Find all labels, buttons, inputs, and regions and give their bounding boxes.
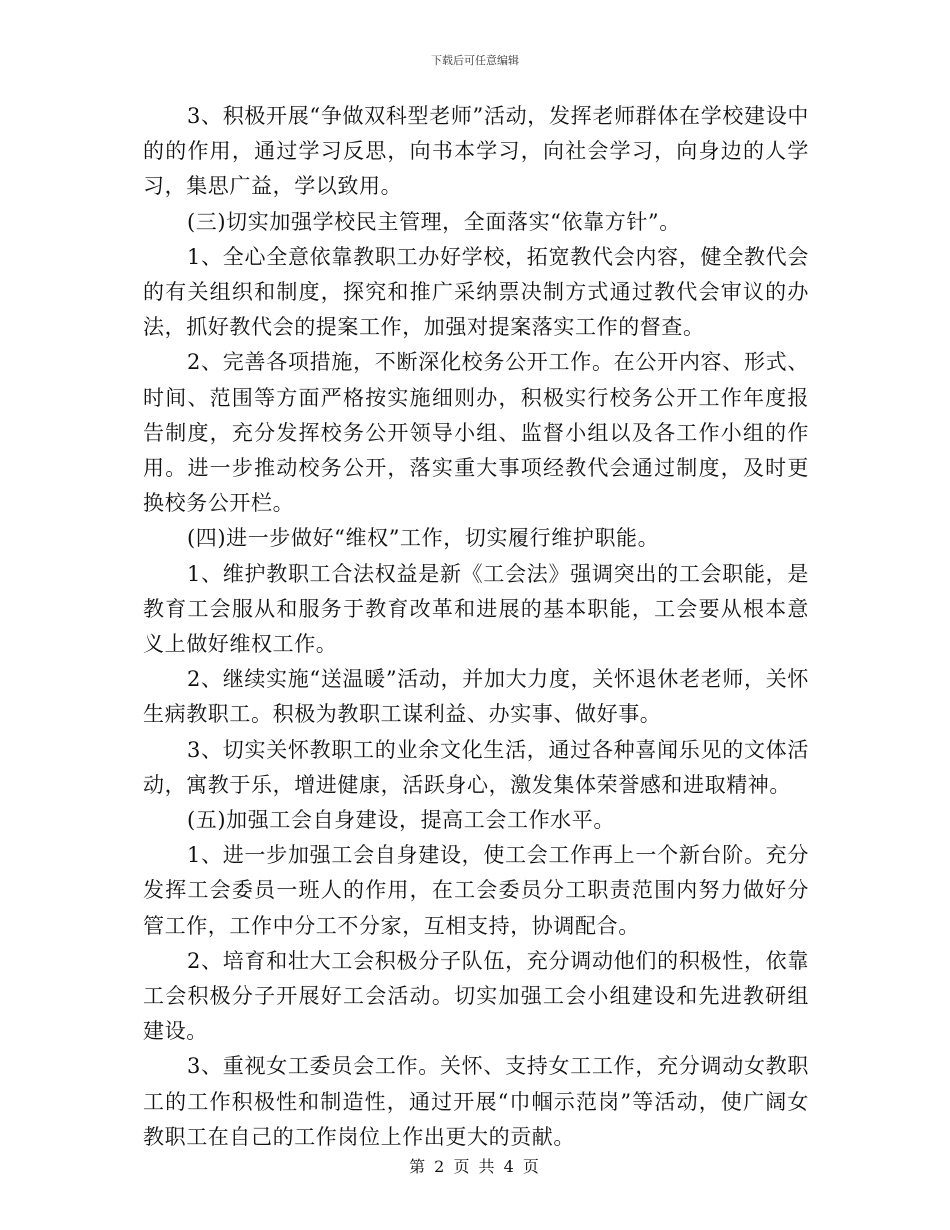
paragraph: 1、进一步加强工会自身建设，使工会工作再上一个新台阶。充分发挥工会委员一班人的作用，在工会委员分工职责范围内努力做好分管工作，工作中分工不分家，互相支持，协调配合。: [143, 843, 809, 938]
page-header: 下载后可任意编辑: [431, 54, 519, 67]
section-heading: (三)切实加强学校民主管理，全面落实“依靠方针”。: [187, 209, 681, 234]
paragraph: 3、切实关怀教职工的业余文化生活，通过各种喜闻乐见的文体活动，寓教于乐，增进健康，活跃身心，激发集体荣誉感和进取精神。: [143, 737, 809, 797]
section-heading: (四)进一步做好“维权”工作，切实履行维护职能。: [187, 526, 660, 551]
section-heading: (五)加强工会自身建设，提高工会工作水平。: [187, 808, 615, 833]
paragraph: 2、继续实施“送温暖”活动，并加大力度，关怀退休老老师，关怀生病教职工。积极为教职工谋利益、办实事、做好事。: [143, 667, 809, 727]
page-footer: 第 2 页 共 4 页: [409, 1157, 541, 1176]
document-body: [143, 99, 809, 1155]
paragraph: 1、全心全意依靠教职工办好学校，拓宽教代会内容，健全教代会的有关组织和制度，探究和推广采纳票决制方式通过教代会审议的办法，抓好教代会的提案工作，加强对提案落实工作的督查。: [143, 244, 809, 340]
paragraph: 3、重视女工委员会工作。关怀、支持女工工作，充分调动女教职工的工作积极性和制造性，通过开展“巾帼示范岗”等活动，使广阔女教职工在自己的工作岗位上作出更大的贡献。: [143, 1054, 809, 1149]
paragraph: 1、维护教职工合法权益是新《工会法》强调突出的工会职能，是教育工会服从和服务于教育改革和进展的基本职能，工会要从根本意义上做好维权工作。: [143, 561, 809, 657]
paragraph: 2、完善各项措施，不断深化校务公开工作。在公开内容、形式、时间、范围等方面严格按实施细则办，积极实行校务公开工作年度报告制度，充分发挥校务公开领导小组、监督小组以及各工作小组的作用。进一步推动校务公开，落实重大事项经教代会通过制度，及时更换校务公开栏。: [143, 350, 809, 516]
paragraph: 3、积极开展“争做双科型老师”活动，发挥老师群体在学校建设中的的作用，通过学习反思，向书本学习，向社会学习，向身边的人学习，集思广益，学以致用。: [143, 104, 809, 199]
paragraph: 2、培育和壮大工会积极分子队伍，充分调动他们的积极性，依靠工会积极分子开展好工会活动。切实加强工会小组建设和先进教研组建设。: [143, 948, 809, 1044]
